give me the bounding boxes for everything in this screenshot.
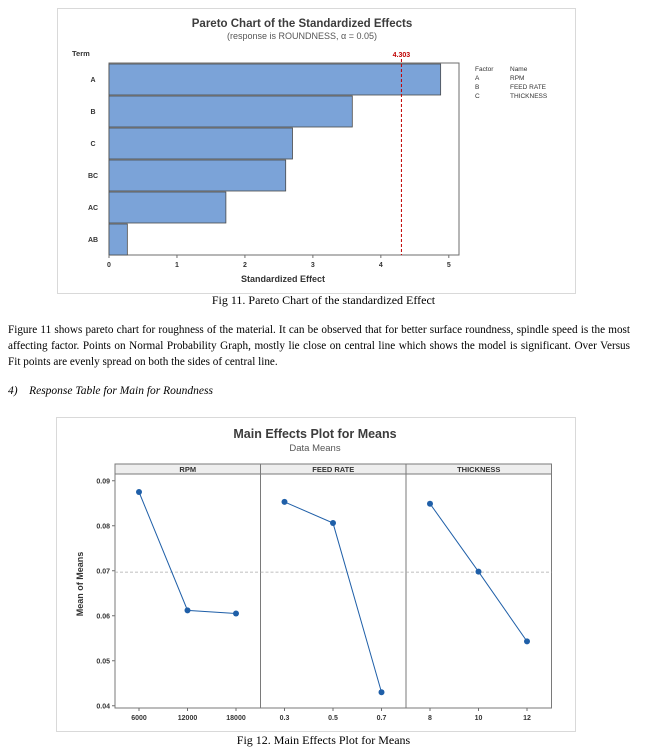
main-data-point [379, 689, 385, 695]
pareto-term-label-ac: AC [87, 205, 99, 212]
main-effects-chart [57, 418, 575, 731]
pareto-title: Pareto Chart of the Standardized Effects [191, 18, 413, 30]
legend-factor-c: C [475, 93, 480, 100]
main-effects-subtitle: Data Means [289, 443, 341, 454]
main-y-tick-label: 0.09 [96, 478, 110, 486]
pareto-critical-value-label: 4.303 [392, 52, 411, 59]
pareto-bar-c [109, 128, 292, 159]
main-panel-2 [406, 464, 552, 708]
main-x-tick-label: 12000 [177, 715, 198, 722]
pareto-figure-frame [57, 8, 576, 294]
main-x-tick-label: 12 [523, 715, 531, 722]
figure-11-caption: Fig 11. Pareto Chart of the standardized Effect [211, 293, 436, 307]
legend-name-b: FEED RATE [510, 84, 546, 91]
main-x-tick-label: 10 [474, 715, 483, 722]
pareto-x-tick-label: 0 [107, 262, 111, 269]
main-y-tick-label: 0.07 [96, 568, 110, 576]
legend-header-name: Name [510, 66, 528, 73]
pareto-bar-ac [109, 192, 226, 223]
main-x-tick-label: 8 [428, 715, 432, 722]
legend-factor-a: A [475, 75, 480, 82]
main-data-point [524, 638, 530, 644]
pareto-bar-bc [109, 160, 286, 191]
legend-name-a: RPM [510, 75, 525, 82]
main-y-tick-label: 0.06 [96, 613, 110, 621]
main-data-point [476, 569, 482, 575]
main-effects-y-axis-label: Mean of Means [75, 551, 85, 617]
main-panel-title: FEED RATE [312, 465, 355, 474]
main-panel-title: RPM [179, 465, 197, 474]
pareto-legend [475, 66, 548, 100]
main-effects-figure-frame [56, 417, 576, 732]
pareto-x-tick-label: 4 [378, 262, 383, 269]
main-x-tick-label: 18000 [226, 715, 246, 722]
main-data-point [282, 499, 288, 505]
main-data-point [136, 489, 142, 495]
body-paragraph: Figure 11 shows pareto chart for roughness of the material. It can be observed that for better surface roundness, spindle speed is the most affecting factor. Points on Normal Probability Graph, mostly lie close on central line which shows the model is significant. Over Versus Fit points are evenly spread on both the sides of central line. [8, 324, 630, 368]
main-x-tick-label: 6000 [131, 715, 147, 722]
pareto-term-label-ab: AB [87, 237, 99, 244]
pareto-x-tick-label: 1 [175, 262, 179, 269]
legend-factor-b: B [475, 84, 480, 91]
pareto-term-label-a: A [90, 77, 96, 84]
main-y-tick-label: 0.04 [96, 703, 110, 711]
pareto-bar-b [109, 96, 352, 127]
pareto-subtitle: (response is ROUNDNESS, α = 0.05) [226, 31, 378, 41]
legend-header-factor: Factor [475, 66, 494, 73]
legend-name-c: THICKNESS [510, 93, 548, 100]
pareto-x-tick-label: 2 [242, 262, 247, 269]
main-data-point [233, 611, 239, 617]
pareto-term-label-b: B [90, 109, 96, 116]
main-y-tick-label: 0.05 [96, 658, 110, 666]
section-subheading: 4) Response Table for Main for Roundness [8, 385, 213, 397]
main-data-point [427, 501, 433, 507]
main-x-tick-label: 0.5 [328, 715, 338, 722]
main-effects-title: Main Effects Plot for Means [233, 427, 397, 441]
main-y-tick-label: 0.08 [96, 523, 110, 531]
main-data-point [185, 607, 191, 613]
main-data-point [330, 520, 336, 526]
pareto-y-axis-label: Term [72, 49, 90, 58]
main-panel-title: THICKNESS [457, 465, 501, 474]
pareto-x-tick-label: 5 [446, 262, 451, 269]
pareto-chart [58, 9, 575, 293]
figure-12-caption: Fig 12. Main Effects Plot for Means [236, 733, 411, 747]
pareto-x-tick-label: 3 [310, 262, 315, 269]
pareto-term-label-c: C [90, 141, 96, 148]
main-x-tick-label: 0.3 [279, 715, 290, 722]
pareto-bar-a [109, 64, 441, 95]
pareto-term-label-bc: BC [87, 173, 99, 180]
pareto-bar-ab [109, 224, 127, 255]
main-x-tick-label: 0.7 [376, 715, 387, 722]
pareto-x-axis-label: Standardized Effect [240, 274, 326, 284]
main-panel-0 [115, 464, 261, 708]
